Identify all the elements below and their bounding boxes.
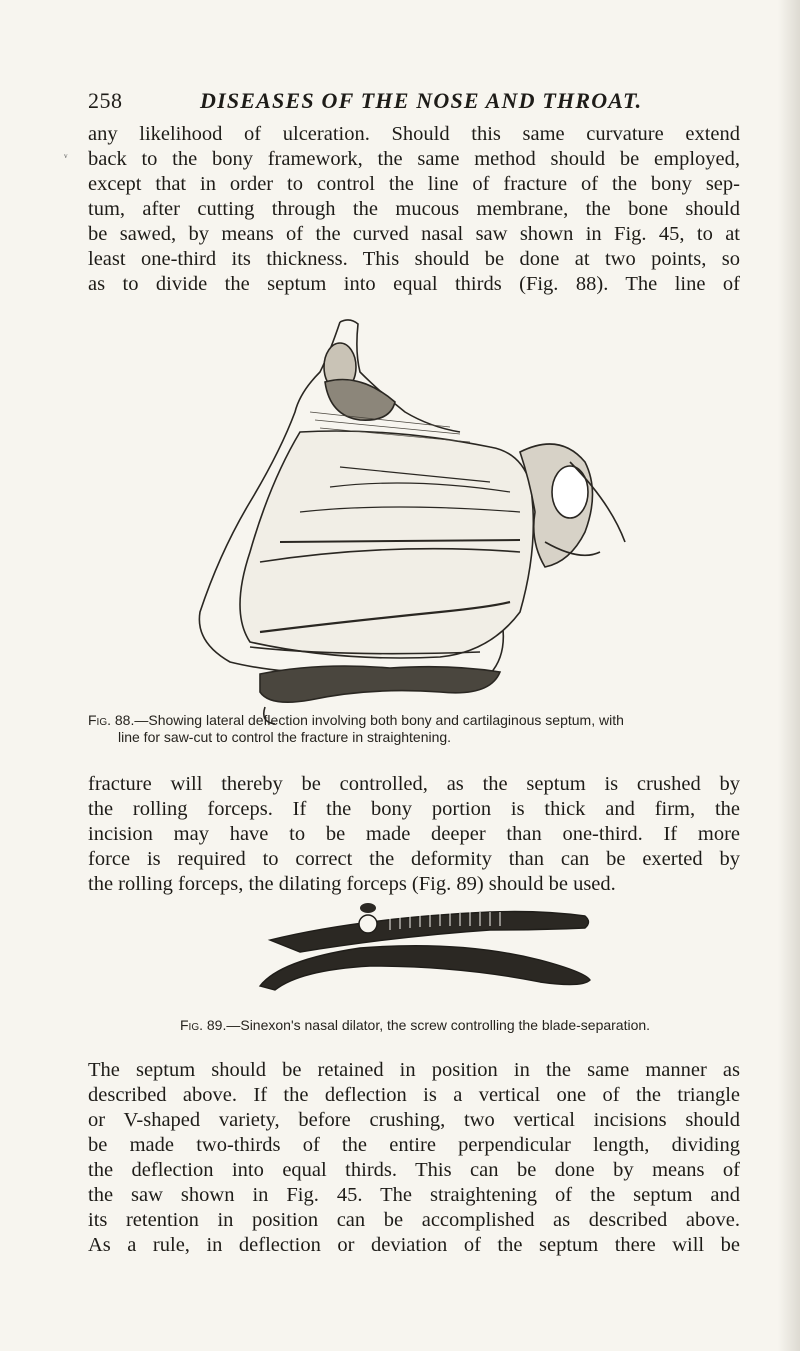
text-line: as to divide the septum into equal thirds (Fig. 88). The line of (88, 273, 740, 295)
paragraph-3 (88, 1058, 740, 1258)
figure-89-nasal-dilator-illustration (240, 900, 600, 992)
text-line: tum, after cutting through the mucous membrane, the bone should (88, 198, 740, 220)
text-line: its retention in position can be accomplished as described above. (88, 1209, 740, 1231)
text-line: back to the bony framework, the same method should be employed, (88, 148, 740, 170)
text-line: force is required to correct the deformity than can be exerted by (88, 848, 740, 870)
paragraph-2 (88, 772, 740, 897)
text-line-part: except that in order to control the line of fracture of the bony sep- (88, 173, 740, 195)
text-line: As a rule, in deflection or deviation of the septum there will be (88, 1234, 740, 1256)
text-line: or V-shaped variety, before crushing, two vertical incisions should (88, 1109, 740, 1131)
text-line: the rolling forceps. If the bony portion is thick and firm, the (88, 798, 740, 820)
margin-mark: ᵥ (64, 146, 68, 160)
figure-88-septum-illustration (190, 312, 630, 724)
text-line (88, 172, 740, 197)
text-line: the saw shown in Fig. 45. The straightening of the septum and (88, 1184, 740, 1206)
text-line: any likelihood of ulceration. Should this same curvature extend (88, 123, 740, 145)
running-head: DISEASES OF THE NOSE AND THROAT. (200, 88, 643, 113)
page-header (88, 88, 738, 116)
figure-89-caption (180, 1017, 740, 1034)
figure-88-label: Fig. 88. (88, 712, 135, 728)
figure-89-label: Fig. 89. (180, 1017, 227, 1033)
figure-88-caption-line-2: line for saw-cut to control the fracture in straightening. (118, 729, 452, 745)
figure-88-caption-line-1: —Showing lateral deflection involving both bony and cartilaginous septum, with (134, 712, 624, 728)
text-line: incision may have to be made deeper than one-third. If more (88, 823, 740, 845)
paragraph-1 (88, 122, 740, 297)
text-line: be sawed, by means of the curved nasal saw shown in Fig. 45, to at (88, 223, 740, 245)
page-edge-shadow (778, 0, 800, 1351)
figure-88-caption (88, 712, 748, 746)
text-line: least one-third its thickness. This should be done at two points, so (88, 248, 740, 270)
text-line: fracture will thereby be controlled, as the septum is crushed by (88, 773, 740, 795)
page-number: 258 (88, 88, 123, 113)
text-line: be made two-thirds of the entire perpendicular length, dividing (88, 1134, 740, 1156)
text-line: the deflection into equal thirds. This can be done by means of (88, 1159, 740, 1181)
text-line: The septum should be retained in position in the same manner as (88, 1059, 740, 1081)
text-line: the rolling forceps, the dilating forceps (Fig. 89) should be used. (88, 873, 616, 895)
figure-89-caption-text: —Sinexon's nasal dilator, the screw controlling the blade-separation. (226, 1017, 651, 1033)
text-line: described above. If the deflection is a vertical one of the triangle (88, 1084, 740, 1106)
